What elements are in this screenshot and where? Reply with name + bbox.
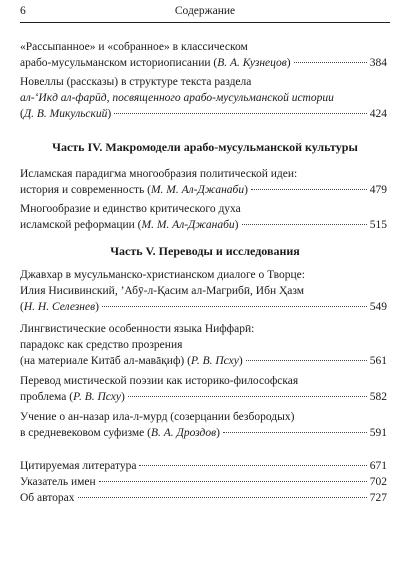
entry-page: 424 xyxy=(369,108,387,120)
entry-page: 727 xyxy=(369,492,387,504)
back-matter-entry xyxy=(20,474,387,490)
entry-line: Илия Нисивинский, ’Абӯ-л-Қасим ал-Магрибӣ, Ибн Ҳазм xyxy=(20,285,305,297)
toc-entry xyxy=(20,373,387,405)
entry-text: арабо-мусульманском историописании ( xyxy=(20,57,218,69)
entry-text: ( xyxy=(20,108,24,120)
dot-leader xyxy=(128,396,367,397)
dot-leader xyxy=(223,432,367,433)
entry-text: (на материале Китāб ал-мавāқиф) ( xyxy=(20,355,191,367)
entry-page: 561 xyxy=(369,355,387,367)
toc-entry xyxy=(20,321,387,369)
entry-close: ) xyxy=(107,108,112,120)
entry-close: ) xyxy=(286,57,291,69)
entry-text: история и современность ( xyxy=(20,184,151,196)
dot-leader xyxy=(114,113,366,114)
entry-page: 479 xyxy=(369,184,387,196)
entry-page: 549 xyxy=(369,301,387,313)
dot-leader xyxy=(251,189,367,190)
entry-page: 671 xyxy=(369,460,387,472)
entry-last-line xyxy=(20,389,387,405)
entry-text: проблема ( xyxy=(20,391,74,403)
toc-entry xyxy=(20,74,387,122)
entry-last-line xyxy=(20,474,387,490)
toc-entry xyxy=(20,39,387,71)
entry-last-line xyxy=(20,182,387,198)
entry-line: Перевод мистической поэзии как историко-философская xyxy=(20,375,299,387)
entry-last-line xyxy=(20,106,387,122)
entry-author: М. М. Ал-Джанаби xyxy=(150,184,245,196)
back-matter-entry xyxy=(20,490,387,506)
entry-text: в средневековом суфизме ( xyxy=(20,427,151,439)
entry-author: Д. В. Микульский xyxy=(23,108,108,120)
part-heading: Часть V. Переводы и исследования xyxy=(110,244,300,258)
toc-entry xyxy=(20,166,387,198)
dot-leader xyxy=(78,497,367,498)
dot-leader xyxy=(242,224,367,225)
toc-entry xyxy=(20,409,387,441)
entry-author: Р. В. Псху xyxy=(73,391,121,403)
dot-leader xyxy=(294,62,367,63)
entry-close: ) xyxy=(120,391,125,403)
entry-close: ) xyxy=(244,184,248,196)
entry-close: ) xyxy=(234,219,239,231)
toc-entry xyxy=(20,201,387,233)
entry-page: 591 xyxy=(369,427,387,439)
entry-close: ) xyxy=(238,355,243,367)
entry-line: «Рассыпанное» и «собранное» в классическом xyxy=(20,41,248,53)
entry-text: Об авторах xyxy=(20,492,75,504)
entry-line: Лингвистические особенности языка Ниффарӣ: xyxy=(20,323,255,335)
entry-last-line xyxy=(20,425,387,441)
entry-text: Указатель имен xyxy=(20,476,96,488)
dot-leader xyxy=(246,360,367,361)
back-matter-entry xyxy=(20,458,387,474)
entry-author: В. А. Дроздов xyxy=(150,427,217,439)
entry-page: 702 xyxy=(369,476,387,488)
entry-line: парадокс как средство прозрения xyxy=(20,339,183,351)
entry-author: Н. Н. Селезнев xyxy=(23,301,96,313)
header-rule xyxy=(20,22,390,23)
entry-last-line xyxy=(20,490,387,506)
entry-text: Цитируемая литература xyxy=(20,460,137,472)
entry-text: ( xyxy=(20,301,24,313)
entry-page: 515 xyxy=(369,219,387,231)
entry-last-line xyxy=(20,353,387,369)
toc-entry xyxy=(20,267,387,315)
entry-close: ) xyxy=(95,301,99,313)
running-title: Содержание xyxy=(174,5,236,17)
entry-line: Многообразие и единство критического духа xyxy=(20,203,241,215)
part-heading: Часть IV. Макромодели арабо-мусульманской культуры xyxy=(52,140,358,154)
entry-line: Учение о ан-назар ила-л-мурд (созерцании безбородых) xyxy=(20,411,295,423)
entry-last-line xyxy=(20,55,387,71)
entry-page: 582 xyxy=(369,391,387,403)
dot-leader xyxy=(99,481,367,482)
entry-close: ) xyxy=(216,427,220,439)
entry-last-line xyxy=(20,458,387,474)
entry-author: М. М. Ал-Джанаби xyxy=(141,219,235,231)
entry-line: Новеллы (рассказы) в структуре текста раздела xyxy=(20,76,252,88)
entry-line: Исламская парадигма многообразия политической идеи: xyxy=(20,168,298,180)
entry-line: Джавхар в мусульманско-христианском диалоге о Творце: xyxy=(20,269,305,281)
dot-leader xyxy=(139,465,366,466)
page-header xyxy=(20,5,390,23)
entry-author: Р. В. Псху xyxy=(190,355,239,367)
entry-author: В. А. Кузнецов xyxy=(217,57,287,69)
entry-line: ал-‘Икд ал-фарӣд, посвященного арабо-мусульманской истории xyxy=(20,92,334,104)
entry-last-line xyxy=(20,217,387,233)
dot-leader xyxy=(102,306,367,307)
entry-last-line xyxy=(20,299,387,315)
entry-page: 384 xyxy=(369,57,387,69)
page-number: 6 xyxy=(20,5,26,17)
entry-text: исламской реформации ( xyxy=(20,219,142,231)
